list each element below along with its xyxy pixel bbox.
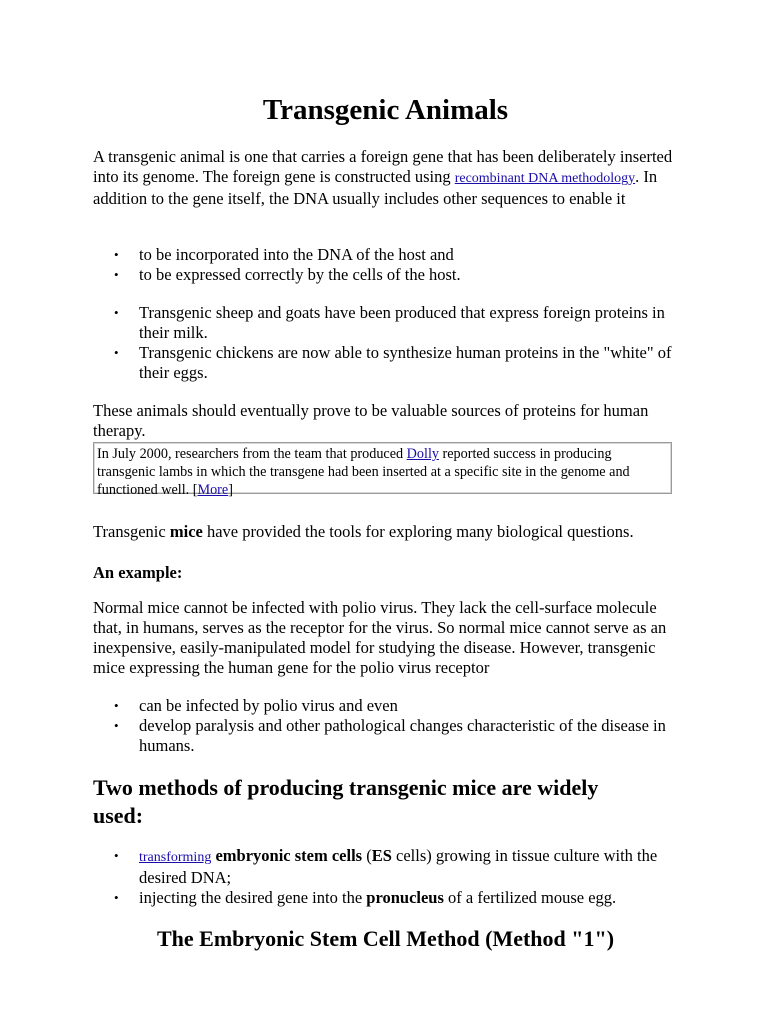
more-link[interactable]: More (197, 482, 229, 498)
requirements-list (93, 245, 678, 285)
transforming-link[interactable]: transforming (139, 850, 212, 865)
list-item: • can be infected by polio virus and even (93, 696, 678, 716)
list-item: • develop paralysis and other pathological changes characteristic of the disease in humans. (93, 716, 678, 756)
section-heading: The Embryonic Stem Cell Method (Method "1") (156, 926, 615, 951)
methods-list (93, 846, 678, 908)
dolly-link[interactable]: Dolly (406, 446, 439, 462)
dolly-news-box: In July 2000, researchers from the team that produced Dolly reported success in producing transgenic lambs in which the transgene had been inserted at a specific site in the genome and functioned well. [More] (93, 442, 672, 494)
example-heading: An example: (93, 563, 183, 582)
page-title: Transgenic Animals (262, 94, 509, 126)
list-item: • injecting the desired gene into the pronucleus of a fertilized mouse egg. (93, 888, 678, 908)
polio-paragraph: Normal mice cannot be infected with polio virus. They lack the cell-surface molecule that, in humans, serves as the receptor for the virus. So normal mice cannot serve as an inexpensive, easily-manipulated model for studying the disease. However, transgenic mice expressing the human gene for the polio virus receptor (93, 598, 667, 677)
intro-paragraph: A transgenic animal is one that carries a foreign gene that has been deliberately inserted into its genome. The foreign gene is constructed using recombinant DNA methodology. In addition to the gene itself, the DNA usually includes other sequences to enable it (93, 147, 673, 208)
examples-list (93, 303, 678, 383)
recombinant-dna-link[interactable]: recombinant DNA methodology (454, 171, 636, 186)
list-item: • to be expressed correctly by the cells of the host. (93, 265, 678, 285)
list-item: • Transgenic sheep and goats have been produced that express foreign proteins in their milk. (93, 303, 678, 343)
list-item: • Transgenic chickens are now able to synthesize human proteins in the "white" of their eggs. (93, 343, 678, 383)
list-item: • to be incorporated into the DNA of the host and (93, 245, 678, 265)
list-item: • transforming embryonic stem cells (ES cells) growing in tissue culture with the desired DNA; (93, 846, 678, 888)
therapy-paragraph: These animals should eventually prove to be valuable sources of proteins for human therapy. (93, 401, 649, 440)
mice-paragraph: Transgenic mice have provided the tools for exploring many biological questions. (93, 522, 634, 541)
polio-list (93, 696, 678, 756)
methods-heading: Two methods of producing transgenic mice are widely used: (93, 775, 599, 828)
